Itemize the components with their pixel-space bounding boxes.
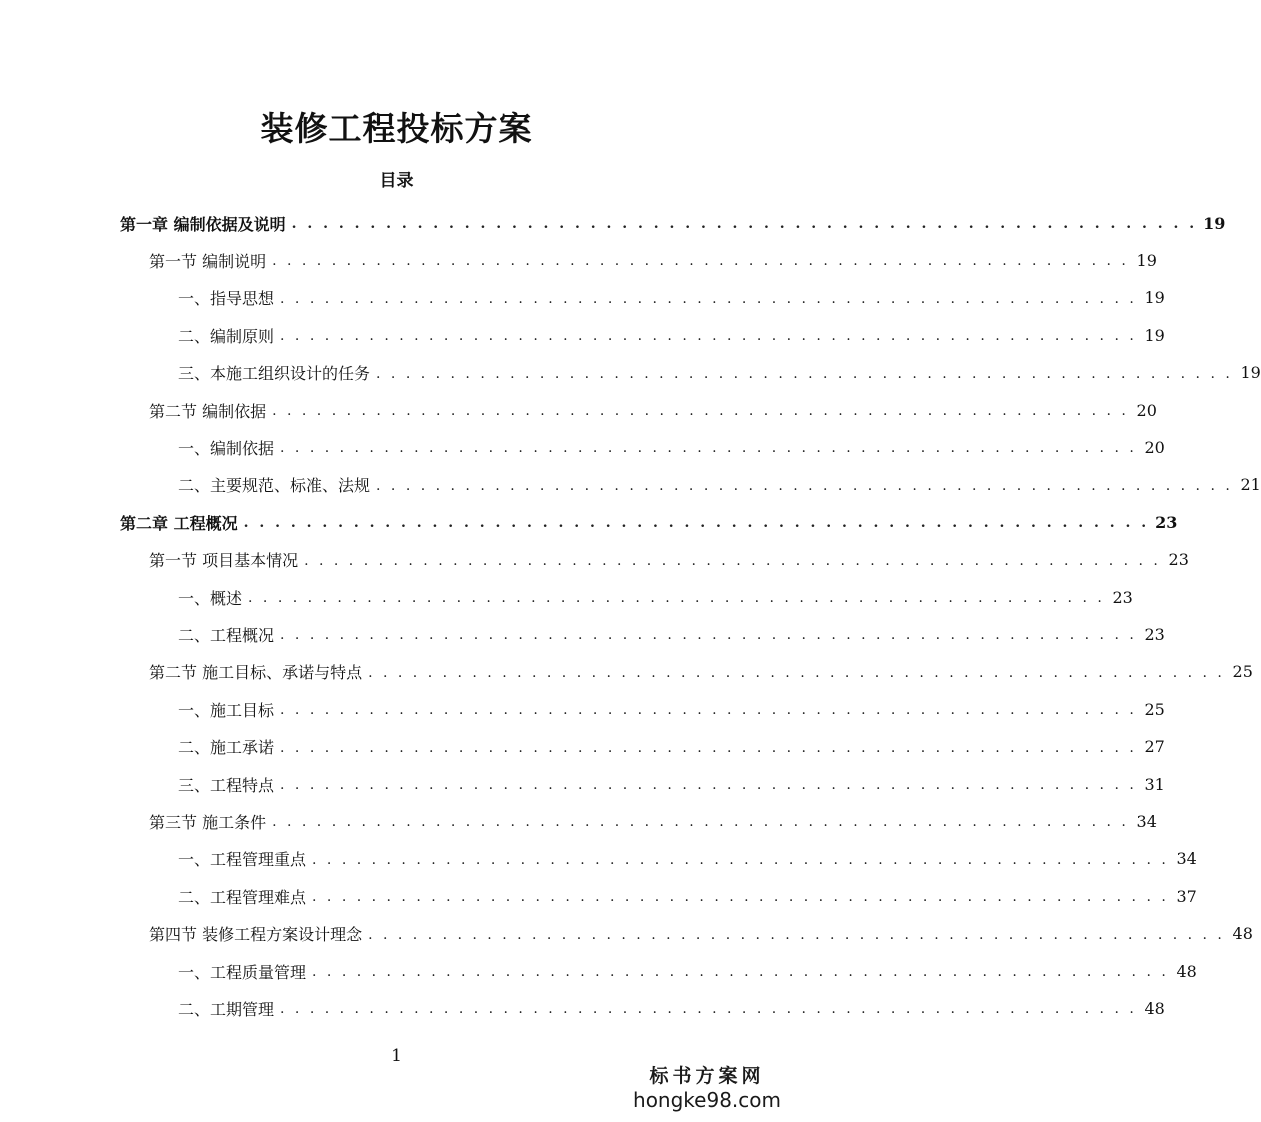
toc-dot-leader: . . . . . . . . . . . . . . . . . . . . . . . . . . . . . . . . . . . . . . . . . . . . . . . . . . . . . . . . . . xyxy=(280,440,1137,457)
toc-subsection-entry[interactable] xyxy=(178,360,1261,386)
toc-dot-leader: . . . . . . . . . . . . . . . . . . . . . . . . . . . . . . . . . . . . . . . . . . . . . . . . . . . . . . . . . . xyxy=(280,1001,1137,1018)
toc-entry-page: 19 xyxy=(1203,213,1226,233)
toc-entry-page: 19 xyxy=(1240,363,1261,383)
toc-entry-label: 第一节 项目基本情况 xyxy=(149,551,299,571)
toc-entry-page: 31 xyxy=(1144,774,1165,794)
toc-dot-leader: . . . . . . . . . . . . . . . . . . . . . . . . . . . . . . . . . . . . . . . . . . . . . . . . . . . . . . . . . . xyxy=(280,702,1137,719)
toc-subsection-entry[interactable] xyxy=(178,883,1197,909)
toc-entry-label: 第二节 编制依据 xyxy=(149,401,267,421)
toc-entry-page: 19 xyxy=(1144,325,1165,345)
toc-heading: 目录 xyxy=(379,171,414,191)
toc-dot-leader: . . . . . . . . . . . . . . . . . . . . . . . . . . . . . . . . . . . . . . . . . . . . . . . . . . . . . . . . . . xyxy=(248,590,1105,606)
toc-entry-page: 25 xyxy=(1232,662,1253,682)
toc-entry-label: 二、工程管理难点 xyxy=(178,887,307,907)
toc-entry-label: 第三节 施工条件 xyxy=(149,812,267,832)
toc-subsection-entry[interactable] xyxy=(178,285,1165,311)
watermark xyxy=(633,1064,781,1112)
watermark-cn: 标书方案网 xyxy=(649,1065,765,1087)
document-title: 装修工程投标方案 xyxy=(260,109,533,148)
toc-entry-page: 25 xyxy=(1144,699,1165,719)
toc-entry-page: 23 xyxy=(1144,624,1165,644)
toc-dot-leader: . . . . . . . . . . . . . . . . . . . . . . . . . . . . . . . . . . . . . . . . . . . . . . . . . . . . . . . . . . xyxy=(280,627,1137,644)
toc-dot-leader: . . . . . . . . . . . . . . . . . . . . . . . . . . . . . . . . . . . . . . . . . . . . . . . . . . . . . . . . . . xyxy=(368,926,1225,943)
toc-subsection-entry[interactable] xyxy=(178,696,1165,722)
toc-entry-page: 23 xyxy=(1155,512,1178,532)
toc-entry-label: 二、工程概况 xyxy=(178,625,275,645)
toc-subsection-entry[interactable] xyxy=(178,846,1197,872)
toc-dot-leader: . . . . . . . . . . . . . . . . . . . . . . . . . . . . . . . . . . . . . . . . . . . . . . . . . . . . . . . . . . xyxy=(376,477,1233,494)
toc-chapter-entry[interactable] xyxy=(120,210,1226,236)
toc-entry-label: 第一节 编制说明 xyxy=(149,251,267,271)
toc-entry-label: 三、工程特点 xyxy=(178,775,275,795)
toc-dot-leader: . . . . . . . . . . . . . . . . . . . . . . . . . . . . . . . . . . . . . . . . . . . . . . . . . . . . . . . . . . xyxy=(280,290,1137,307)
toc-entry-label: 二、主要规范、标准、法规 xyxy=(178,476,371,496)
toc-entry-label: 第一章 编制依据及说明 xyxy=(120,214,286,234)
toc-entry-page: 34 xyxy=(1176,849,1197,869)
toc-dot-leader: . . . . . . . . . . . . . . . . . . . . . . . . . . . . . . . . . . . . . . . . . . . . . . . . . . . . . . . . . . xyxy=(368,664,1225,681)
toc-subsection-entry[interactable] xyxy=(178,472,1261,498)
toc-entry-page: 19 xyxy=(1136,250,1157,270)
toc-subsection-entry[interactable] xyxy=(178,584,1133,610)
toc-dot-leader: . . . . . . . . . . . . . . . . . . . . . . . . . . . . . . . . . . . . . . . . . . . . . . . . . . . . . . . . . . xyxy=(280,739,1137,756)
toc-entry-page: 48 xyxy=(1176,961,1197,981)
toc-entry-label: 一、编制依据 xyxy=(178,438,275,458)
toc-dot-leader: . . . . . . . . . . . . . . . . . . . . . . . . . . . . . . . . . . . . . . . . . . . . . . . . . . . . . . . . . . xyxy=(376,365,1233,382)
toc-subsection-entry[interactable] xyxy=(178,771,1165,797)
toc-entry-label: 第四节 装修工程方案设计理念 xyxy=(149,925,363,945)
toc-section-entry[interactable] xyxy=(149,921,1253,947)
toc-entry-page: 20 xyxy=(1136,400,1157,420)
toc-entry-label: 一、施工目标 xyxy=(178,700,275,720)
toc-entry-label: 第二章 工程概况 xyxy=(120,513,238,533)
toc-section-entry[interactable] xyxy=(149,397,1157,423)
toc-dot-leader: . . . . . . . . . . . . . . . . . . . . . . . . . . . . . . . . . . . . . . . . . . . . . . . . . . . . . . . . . . xyxy=(280,777,1137,793)
toc-section-entry[interactable] xyxy=(149,808,1157,834)
page-number: 1 xyxy=(391,1046,402,1066)
toc-entry-page: 23 xyxy=(1112,587,1133,607)
toc-entry-page: 37 xyxy=(1176,886,1197,906)
toc-subsection-entry[interactable] xyxy=(178,621,1165,647)
toc-subsection-entry[interactable] xyxy=(178,958,1197,984)
toc-dot-leader: . . . . . . . . . . . . . . . . . . . . . . . . . . . . . . . . . . . . . . . . . . . . . . . . . . . . . . . . . . xyxy=(272,253,1129,270)
toc-dot-leader: . . . . . . . . . . . . . . . . . . . . . . . . . . . . . . . . . . . . . . . . . . . . . . . . . . . . . . . . . . xyxy=(272,403,1129,419)
toc-subsection-entry[interactable] xyxy=(178,434,1165,460)
toc-section-entry[interactable] xyxy=(149,247,1157,273)
toc-entry-label: 三、本施工组织设计的任务 xyxy=(178,364,371,384)
toc-entry-page: 27 xyxy=(1144,737,1165,757)
toc-entry-page: 21 xyxy=(1240,475,1261,495)
toc-dot-leader: . . . . . . . . . . . . . . . . . . . . . . . . . . . . . . . . . . . . . . . . . . . . . . . . . . . . . . . . . . xyxy=(312,964,1169,980)
toc-entry-label: 一、概述 xyxy=(178,588,243,608)
toc-entry-label: 二、编制原则 xyxy=(178,326,275,346)
toc-entry-page: 23 xyxy=(1168,550,1189,570)
toc-entry-label: 二、工期管理 xyxy=(178,999,275,1019)
toc-chapter-entry[interactable] xyxy=(120,509,1178,535)
watermark-en: hongke98.com xyxy=(633,1088,781,1112)
toc-dot-leader: . . . . . . . . . . . . . . . . . . . . . . . . . . . . . . . . . . . . . . . . . . . . . . . . . . . . . . . . . . xyxy=(312,889,1169,906)
toc-section-entry[interactable] xyxy=(149,547,1189,573)
toc-dot-leader: . . . . . . . . . . . . . . . . . . . . . . . . . . . . . . . . . . . . . . . . . . . . . . . . . . . . . . . . . . xyxy=(243,515,1150,532)
toc-section-entry[interactable] xyxy=(149,659,1253,685)
toc-entry-page: 48 xyxy=(1232,924,1253,944)
toc-entry-page: 34 xyxy=(1136,811,1157,831)
toc-dot-leader: . . . . . . . . . . . . . . . . . . . . . . . . . . . . . . . . . . . . . . . . . . . . . . . . . . . . . . . . . . xyxy=(272,814,1129,831)
toc-dot-leader: . . . . . . . . . . . . . . . . . . . . . . . . . . . . . . . . . . . . . . . . . . . . . . . . . . . . . . . . . . xyxy=(291,216,1198,232)
toc-entry-page: 20 xyxy=(1144,437,1165,457)
toc-subsection-entry[interactable] xyxy=(178,322,1165,348)
toc-entry-label: 一、工程管理重点 xyxy=(178,850,307,870)
toc-dot-leader: . . . . . . . . . . . . . . . . . . . . . . . . . . . . . . . . . . . . . . . . . . . . . . . . . . . . . . . . . . xyxy=(304,552,1161,569)
toc-subsection-entry[interactable] xyxy=(178,734,1165,760)
toc-entry-page: 48 xyxy=(1144,998,1165,1018)
toc-subsection-entry[interactable] xyxy=(178,995,1165,1021)
toc-entry-label: 一、工程质量管理 xyxy=(178,962,307,982)
toc-dot-leader: . . . . . . . . . . . . . . . . . . . . . . . . . . . . . . . . . . . . . . . . . . . . . . . . . . . . . . . . . . xyxy=(312,851,1169,868)
toc-entry-label: 二、施工承诺 xyxy=(178,738,275,758)
toc-entry-label: 第二节 施工目标、承诺与特点 xyxy=(149,663,363,683)
toc-entry-page: 19 xyxy=(1144,288,1165,308)
toc-entry-label: 一、指导思想 xyxy=(178,289,275,309)
toc-dot-leader: . . . . . . . . . . . . . . . . . . . . . . . . . . . . . . . . . . . . . . . . . . . . . . . . . . . . . . . . . . xyxy=(280,328,1137,345)
